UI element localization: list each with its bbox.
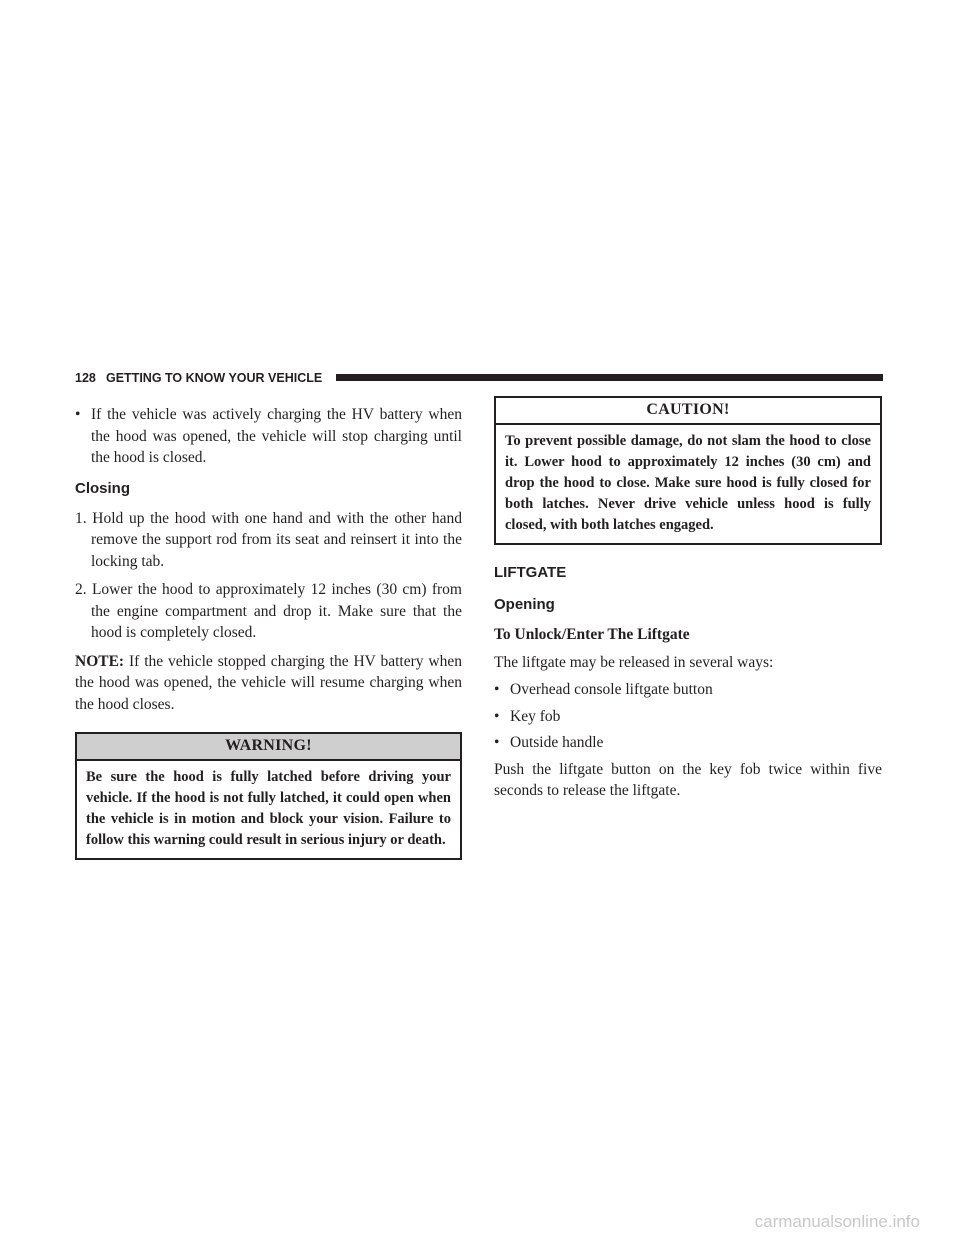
liftgate-heading: LIFTGATE (494, 564, 567, 581)
caution-box (494, 396, 882, 545)
list-item: • Overhead console liftgate button (494, 679, 882, 701)
list-item: 2. Lower the hood to approximately 12 inches (30 cm) from the engine compartment and drop it. Make sure that the hood is completely closed. (75, 581, 462, 641)
watermark: carmanualsonline.info (754, 1212, 920, 1231)
bullet-icon: • (494, 734, 500, 751)
closing-heading: Closing (75, 479, 130, 497)
list-item: • If the vehicle was actively charging the HV battery when the hood was opened, the vehicle will stop charging until the hood is closed. (75, 406, 462, 466)
bullet-icon: • (494, 707, 500, 725)
caution-body: To prevent possible damage, do not slam the hood to close it. Lower hood to approximately 12 inches (30 cm) and drop the hood to close. Make sure hood is fully closed for both latches. Never drive vehicle unless hood is fully closed, with both latches engaged. (505, 433, 871, 533)
page-number: 128 (75, 371, 96, 385)
bullet-icon: • (494, 681, 500, 698)
opening-heading: Opening (494, 596, 555, 613)
list-item: • Key fob (494, 706, 882, 728)
running-section-title: GETTING TO KNOW YOUR VEHICLE (106, 371, 323, 385)
hood-bullet-list (75, 404, 462, 469)
page-header (75, 370, 883, 386)
warning-box (75, 732, 462, 860)
unlock-heading: To Unlock/Enter The Liftgate (494, 626, 690, 643)
note-text: If the vehicle stopped charging the HV battery when the hood was opened, the vehicle will resume charging when the hood closes. (75, 652, 462, 713)
header-rule (336, 374, 883, 381)
warning-body: Be sure the hood is fully latched before driving your vehicle. If the hood is not fully latched, it could open when the vehicle is in motion and block your vision. Failure to follow this warning could result in serious injury or death. (86, 769, 451, 848)
right-column (494, 396, 882, 802)
push-paragraph: Push the liftgate button on the key fob twice within five seconds to release the liftgate. (494, 760, 882, 799)
list-item: • Outside handle (494, 732, 882, 754)
list-item: 1. Hold up the hood with one hand and with the other hand remove the support rod from its seat and reinsert it into the locking tab. (75, 509, 462, 570)
caution-title: CAUTION! (496, 398, 880, 425)
intro-paragraph: The liftgate may be released in several ways: (494, 653, 774, 671)
warning-title: WARNING! (77, 734, 460, 761)
bullet-icon: • (75, 406, 81, 423)
closing-steps (75, 508, 462, 644)
release-ways-list (494, 679, 882, 754)
note-paragraph (75, 651, 462, 716)
left-column (75, 404, 462, 860)
note-label: NOTE: (75, 652, 125, 670)
